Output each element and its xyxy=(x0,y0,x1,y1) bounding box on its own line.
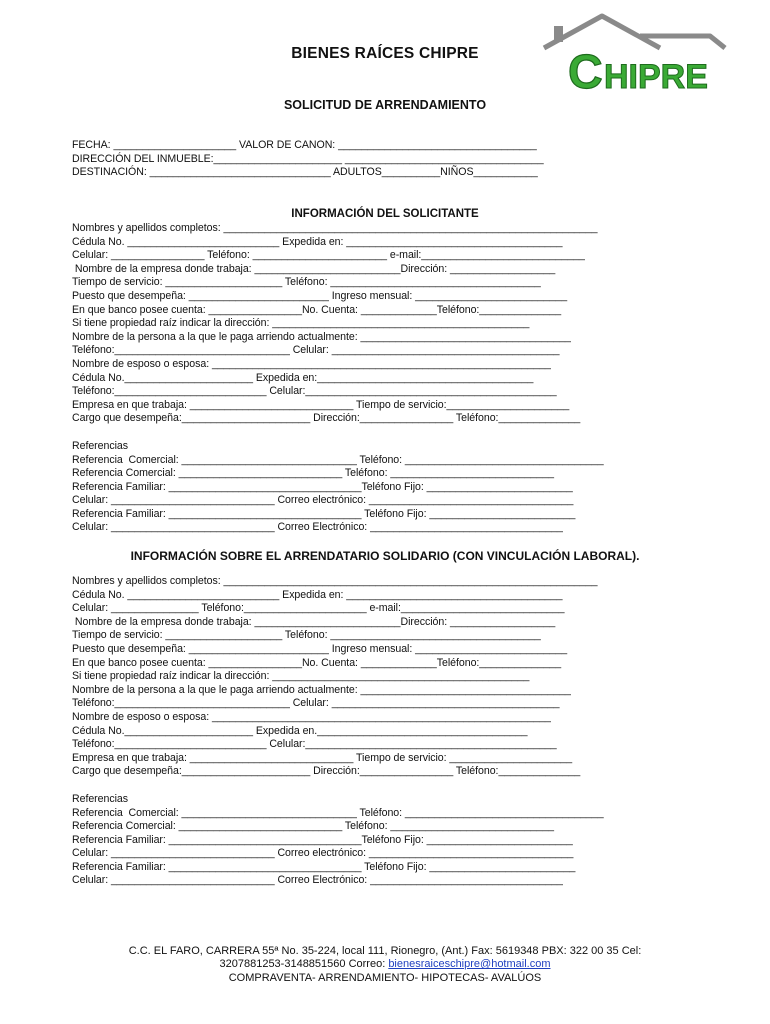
solicitante-fields xyxy=(72,222,712,535)
reference-line[interactable]: Referencia Comercial: ____________________________ Teléfono: ____________________________ xyxy=(72,467,554,480)
form-line[interactable]: Empresa en que trabaja: ____________________________ Tiempo de servicio: _____________________ xyxy=(72,751,573,764)
form-line[interactable]: Nombres y apellidos completos: ________________________________________________________________ xyxy=(72,575,598,587)
form-line[interactable]: Nombre de la persona a la que le paga arriendo actualmente: ____________________________________ xyxy=(72,683,571,696)
references-label: Referencias xyxy=(72,792,128,805)
form-line[interactable]: Si tiene propiedad raíz indicar la dirección: ____________________________________________ xyxy=(72,670,530,683)
svg-text:C: C xyxy=(568,46,603,94)
footer-services: COMPRAVENTA- ARRENDAMIENTO- HIPOTECAS- AVALÚOS xyxy=(228,971,542,984)
form-line[interactable]: Puesto que desempeña: ________________________ Ingreso mensual: __________________________ xyxy=(72,642,568,655)
reference-line[interactable]: Referencia Comercial: ______________________________ Teléfono: __________________________________ xyxy=(72,453,604,466)
form-line[interactable]: Cédula No. __________________________ Expedida en: _____________________________________ xyxy=(72,588,563,601)
reference-line[interactable]: Referencia Familiar: _________________________________ Teléfono Fijo: _________________________ xyxy=(72,860,576,873)
form-line[interactable]: Nombre de esposo o esposa: __________________________________________________________ xyxy=(72,357,551,370)
form-line[interactable]: Nombres y apellidos completos: ________________________________________________________________ xyxy=(72,222,598,234)
form-line[interactable]: Teléfono:______________________________ Celular: _______________________________________ xyxy=(72,344,560,357)
footer xyxy=(0,945,770,985)
form-line[interactable]: Cargo que desempeña:______________________ Dirección:________________ Teléfono:______________ xyxy=(72,412,581,425)
section-solicitante-title: INFORMACIÓN DEL SOLICITANTE xyxy=(291,208,479,220)
form-line[interactable]: Celular: _______________ Teléfono:_____________________ e-mail:____________________________ xyxy=(72,602,565,615)
form-line[interactable]: Tiempo de servicio: ____________________ Teléfono: ____________________________________ xyxy=(72,629,541,642)
form-line[interactable]: Cargo que desempeña:______________________ Dirección:________________ Teléfono:______________ xyxy=(72,765,581,778)
form-line[interactable]: Celular: ________________ Teléfono: _______________________ e-mail:____________________________ xyxy=(72,249,585,262)
reference-line[interactable]: Referencia Familiar: _________________________________ Teléfono Fijo: _________________________ xyxy=(72,507,576,520)
references-label: Referencias xyxy=(72,439,128,452)
form-line[interactable]: Si tiene propiedad raíz indicar la dirección: ____________________________________________ xyxy=(72,317,530,330)
reference-line[interactable]: Referencia Familiar: _________________________________Teléfono Fijo: _________________________ xyxy=(72,833,573,846)
form-line[interactable]: Cédula No. __________________________ Expedida en: _____________________________________ xyxy=(72,235,563,248)
svg-text:HIPRE: HIPRE xyxy=(604,58,708,94)
footer-contact xyxy=(0,958,770,971)
form-line[interactable]: Tiempo de servicio: ____________________ Teléfono: ____________________________________ xyxy=(72,276,541,289)
reference-line[interactable]: Celular: ____________________________ Correo electrónico: ___________________________________ xyxy=(72,847,574,860)
company-name: BIENES RAÍCES CHIPRE xyxy=(291,45,479,62)
form-title: SOLICITUD DE ARRENDAMIENTO xyxy=(283,98,487,112)
fecha-valor-line[interactable]: FECHA: _____________________ VALOR DE CANON: __________________________________ xyxy=(72,139,537,151)
destinacion-line[interactable]: DESTINACIÓN: _______________________________ ADULTOS__________NIÑOS___________ xyxy=(72,166,538,179)
form-line[interactable]: En que banco posee cuenta: ________________No. Cuenta: _____________Teléfono:______________ xyxy=(72,656,562,669)
email-link[interactable]: bienesraiceschipre@hotmail.com xyxy=(388,958,551,971)
reference-line[interactable]: Celular: ____________________________ Correo Electrónico: _________________________________ xyxy=(72,521,563,534)
reference-line[interactable]: Referencia Familiar: _________________________________Teléfono Fijo: _________________________ xyxy=(72,480,573,493)
form-line[interactable]: Teléfono:______________________________ Celular: _______________________________________ xyxy=(72,697,560,710)
reference-line[interactable]: Celular: ____________________________ Correo electrónico: ___________________________________ xyxy=(72,494,574,507)
form-line[interactable]: Teléfono:__________________________ Celular:___________________________________________ xyxy=(72,385,557,398)
form-line[interactable]: En que banco posee cuenta: ________________No. Cuenta: _____________Teléfono:______________ xyxy=(72,303,562,316)
reference-line[interactable]: Referencia Comercial: ____________________________ Teléfono: ____________________________ xyxy=(72,820,554,833)
form-line[interactable]: Nombre de la empresa donde trabaja: _________________________Dirección: __________________ xyxy=(72,262,556,275)
form-line[interactable]: Nombre de la empresa donde trabaja: _________________________Dirección: __________________ xyxy=(72,615,556,628)
form-line[interactable]: Nombre de esposo o esposa: __________________________________________________________ xyxy=(72,710,551,723)
general-fields xyxy=(72,139,712,180)
form-line[interactable]: Empresa en que trabaja: ____________________________ Tiempo de servicio:_____________________ xyxy=(72,398,570,411)
form-line[interactable]: Cédula No.______________________ Expedida en:_____________________________________ xyxy=(72,371,534,384)
reference-line[interactable]: Referencia Comercial: ______________________________ Teléfono: __________________________________ xyxy=(72,806,604,819)
footer-address: C.C. EL FARO, CARRERA 55ª No. 35-224, local 111, Rionegro, (Ant.) Fax: 5619348 PBX: 322 00 35 Cel: xyxy=(128,945,642,957)
reference-line[interactable]: Celular: ____________________________ Correo Electrónico: _________________________________ xyxy=(72,874,563,887)
form-line[interactable]: Puesto que desempeña: ________________________ Ingreso mensual: __________________________ xyxy=(72,289,568,302)
form-line[interactable]: Nombre de la persona a la que le paga arriendo actualmente: ____________________________________ xyxy=(72,330,571,343)
footer-phones: 3207881253-3148851560 Correo: xyxy=(219,958,389,971)
form-line[interactable]: Teléfono:__________________________ Celular:___________________________________________ xyxy=(72,738,557,751)
form-line[interactable]: Cédula No.______________________ Expedida en.____________________________________ xyxy=(72,724,528,737)
arrendatario-fields xyxy=(72,575,712,888)
direccion-inmueble-line[interactable]: DIRECCIÓN DEL INMUEBLE:______________________ __________________________________ xyxy=(72,152,544,165)
section-arrendatario-title: INFORMACIÓN SOBRE EL ARRENDATARIO SOLIDARIO (CON VINCULACIÓN LABORAL). xyxy=(130,549,640,563)
